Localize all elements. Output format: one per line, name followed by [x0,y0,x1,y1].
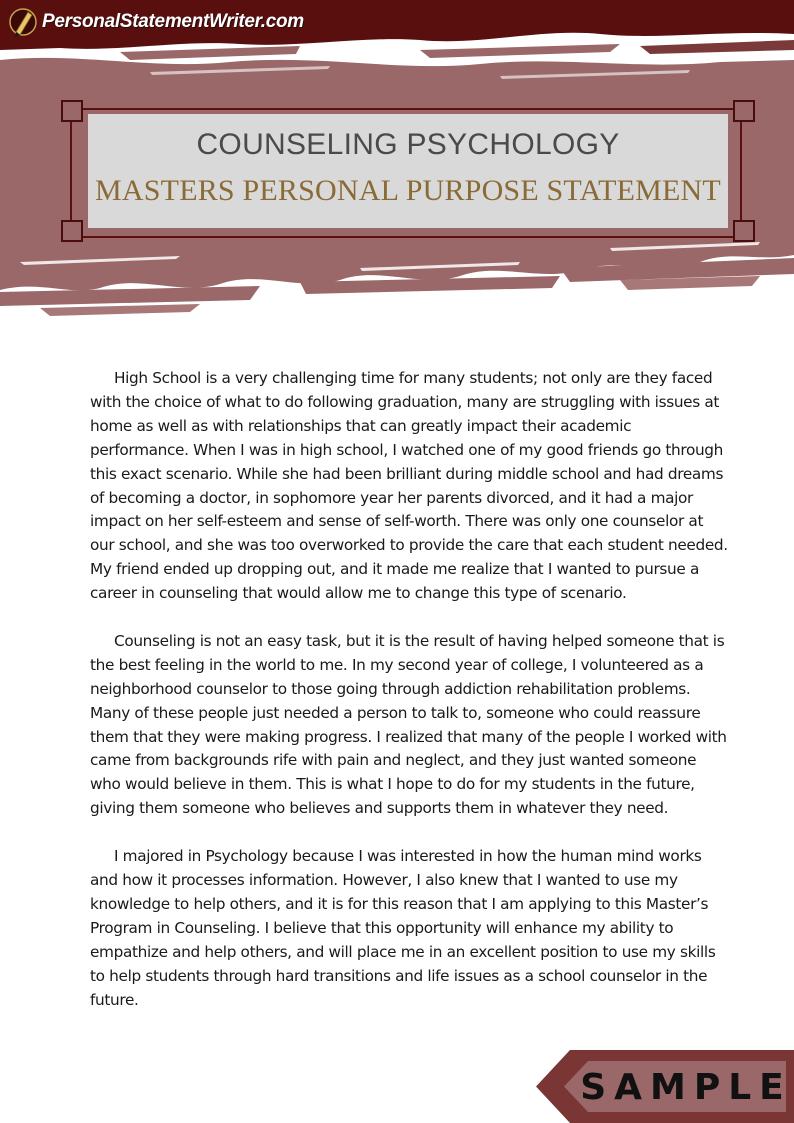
statement-body [90,367,730,1036]
title-heading: COUNSELING PSYCHOLOGY [196,128,620,161]
sample-label: SAMPLE [580,1066,792,1108]
paragraph-1: High School is a very challenging time for many students; not only are they faced with the choice of what to do following graduation, many are struggling with issues at home as well as with relationships that can greatly impact their academic performance. When I was in high school, I watched one of my good friends go through this exact scenario. While she had been brilliant during middle school and had dreams of becoming a doctor, in sophomore year her parents divorced, and it had a major impact on her self-esteem and sense of self-worth. There was only one counselor at our school, and she was too overworked to provide the care that each student needed. My friend ended up dropping out, and it made me realize that I wanted to pursue a career in counseling that would allow me to change this type of scenario. [90,369,728,603]
paragraph-2: Counseling is not an easy task, but it is the result of having helped someone that is the best feeling in the world to me. In my second year of college, I volunteered as a neighborhood counselor to those going through addiction rehabilitation problems. Many of these people just needed a person to talk to, someone who could reassure them that they were making progress. I realized that many of the people I worked with came from backgrounds rife with pain and neglect, and they just wanted someone who would believe in them. This is what I hope to do for my students in the future, giving them someone who believes and supports them in whatever they need. [90,631,727,818]
paragraph-3: I majored in Psychology because I was interested in how the human mind works and how it processes information. However, I also knew that I wanted to use my knowledge to help others, and it is for this reason that I am applying to this Master’s Program in Counseling. I believe that this opportunity will enhance my ability to empathize and help others, and will place me in an excellent position to use my skills to help students through hard transitions and life issues as a school counselor in the future. [90,847,716,1009]
frame-corner-bottom-left [61,220,83,242]
title-box [88,114,728,228]
pen-icon [8,4,38,40]
title-subheading: MASTERS PERSONAL PURPOSE STATEMENT [95,174,721,207]
frame-corner-top-right [733,100,755,122]
brand-logo[interactable] [8,4,304,40]
frame-corner-bottom-right [733,220,755,242]
frame-corner-top-left [61,100,83,122]
brand-name: PersonalStatementWriter.com [42,11,304,32]
